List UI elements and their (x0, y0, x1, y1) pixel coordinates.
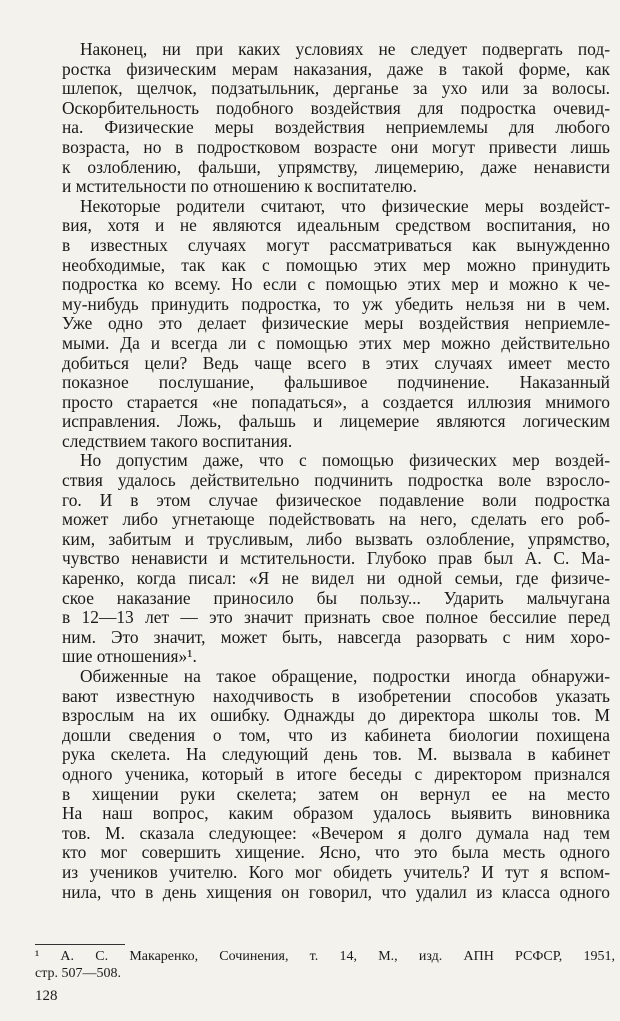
text-line: ким, забитым и трусливым, либо вызвать озлобление, упрямство, (62, 529, 610, 549)
text-line: Уже одно это делает физические меры воздействия неприемле- (62, 314, 610, 334)
text-line: взрослым на их ошибку. Однажды до директора школы тов. М (62, 706, 610, 726)
text-line: возраста, но в подростковом возрасте они могут привести лишь (62, 137, 610, 157)
text-line: нила, что в день хищения он говорил, что удалил из класса одного (62, 882, 610, 902)
text-line: в 12—13 лет — это значит признать свое полное бессилие перед (62, 608, 610, 628)
text-line: кто мог совершить хищение. Ясно, что это была месть одного (62, 843, 610, 863)
text-line: вия, хотя и не являются идеальным средством воспитания, но (62, 216, 610, 236)
text-line: мыми. Да и всегда ли с помощью этих мер можно действительно (62, 333, 610, 353)
text-line: может либо угнетающе подействовать на него, сделать его роб- (62, 510, 610, 530)
text-line: добиться цели? Ведь чаще всего в этих случаях имеет место (62, 353, 610, 373)
text-line: Оскорбительность подобного воздействия для подростка очевид- (62, 98, 610, 118)
text-line: Но допустим даже, что с помощью физических мер воздей- (80, 451, 610, 471)
text-line: одного ученика, который в итоге беседы с директором признался (62, 764, 610, 784)
text-line: чувство ненависти и мстительности. Глубоко прав был А. С. Ма- (62, 549, 610, 569)
text-line: на. Физические меры воздействия неприемлемы для любого (62, 118, 610, 138)
text-line: необходимые, так как с помощью этих мер можно принудить (62, 255, 610, 275)
text-line: и мстительности по отношению к воспитателю. (62, 177, 417, 197)
text-line: шлепок, щелчок, подзатыльник, дерганье за ухо или за волосы. (62, 79, 610, 99)
text-line: просто старается «не попадаться», а создается иллюзия мнимого (62, 392, 610, 412)
text-line: Обиженные на такое обращение, подростки иногда обнаружи- (80, 667, 610, 686)
text-line: ростка физическим мерам наказания, даже в такой форме, как (62, 59, 610, 79)
text-line: ствия удалось действительно подчинить подростка воле взросло- (62, 471, 610, 491)
text-line: каренко, когда писал: «Я не видел ни одной семьи, где физиче- (62, 569, 610, 589)
text-line: го. И в этом случае физическое подавление воли подростка (62, 490, 610, 510)
text-line: из учеников учителю. Кого мог обидеть учитель? И тут я вспом- (62, 862, 610, 882)
text-line: На наш вопрос, каким образом удалось выявить виновника (62, 804, 610, 824)
text-line: к озлоблению, фальши, упрямству, лицемерию, даже ненависти (62, 157, 610, 177)
page-number: 128 (35, 988, 58, 1004)
text-line: дошли сведения о том, что из кабинета биологии похищена (62, 725, 610, 745)
text-line: подростка ко всему. Но если с помощью этих мер и можно к че- (62, 275, 610, 295)
text-line: вают известную находчивость в изобретении способов указать (62, 686, 610, 706)
text-line: шие отношения»¹. (62, 647, 197, 667)
footnote-divider (35, 944, 125, 945)
text-line: Некоторые родители считают, что физические меры воздейст- (80, 196, 610, 216)
text-line: исправления. Ложь, фальшь и лицемерие являются логическим (62, 412, 610, 432)
text-line: ¹ А. С. Макаренко, Сочинения, т. 14, М., изд. АПН РСФСР, 1951, (35, 949, 615, 964)
footnote (35, 948, 615, 982)
text-line: ское наказание приносило бы пользу... Ударить мальчугана (62, 588, 610, 608)
text-line: рука скелета. На следующий день тов. М. вызвала в кабинет (62, 745, 610, 765)
text-line: тов. М. сказала следующее: «Вечером я долго думала над тем (62, 823, 610, 843)
text-line: в известных случаях могут рассматриваться как вынужденно (62, 235, 610, 255)
text-line: следствием такого воспитания. (62, 431, 293, 451)
text-line: показное послушание, фальшивое подчинение. Наказанный (62, 373, 610, 393)
text-line: в хищении руки скелета; затем он вернул ее на место (62, 784, 610, 804)
text-line: ним. Это значит, может быть, навсегда разорвать с ним хоро- (62, 627, 610, 647)
text-line: стр. 507—508. (35, 966, 122, 981)
text-line: Наконец, ни при каких условиях не следует подвергать под- (80, 40, 610, 59)
text-line: му-нибудь принудить подростка, то уж убедить нельзя ни в чем. (62, 294, 610, 314)
body-text (62, 40, 610, 902)
